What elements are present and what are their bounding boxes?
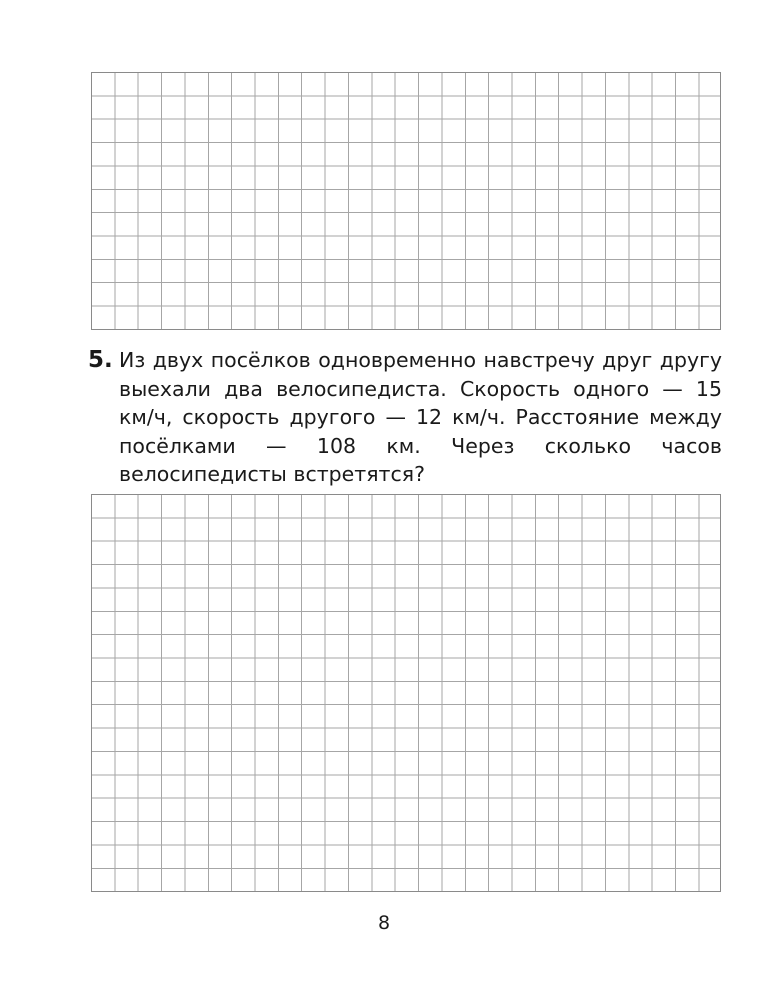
task-5 [88,346,722,489]
answer-grid-top [91,72,721,330]
task-text: Из двух посёлков одновременно навстречу друг другу выехали два велосипедиста. Скорость одного — 15 км/ч, скорость другого — 12 км/ч. Расстояние между посёлками — 108 км. Через сколько часов велосипедисты встретятся? [119,348,722,486]
answer-grid-bottom [91,494,721,892]
page-number: 8 [377,912,391,934]
task-number: 5. [88,347,113,373]
